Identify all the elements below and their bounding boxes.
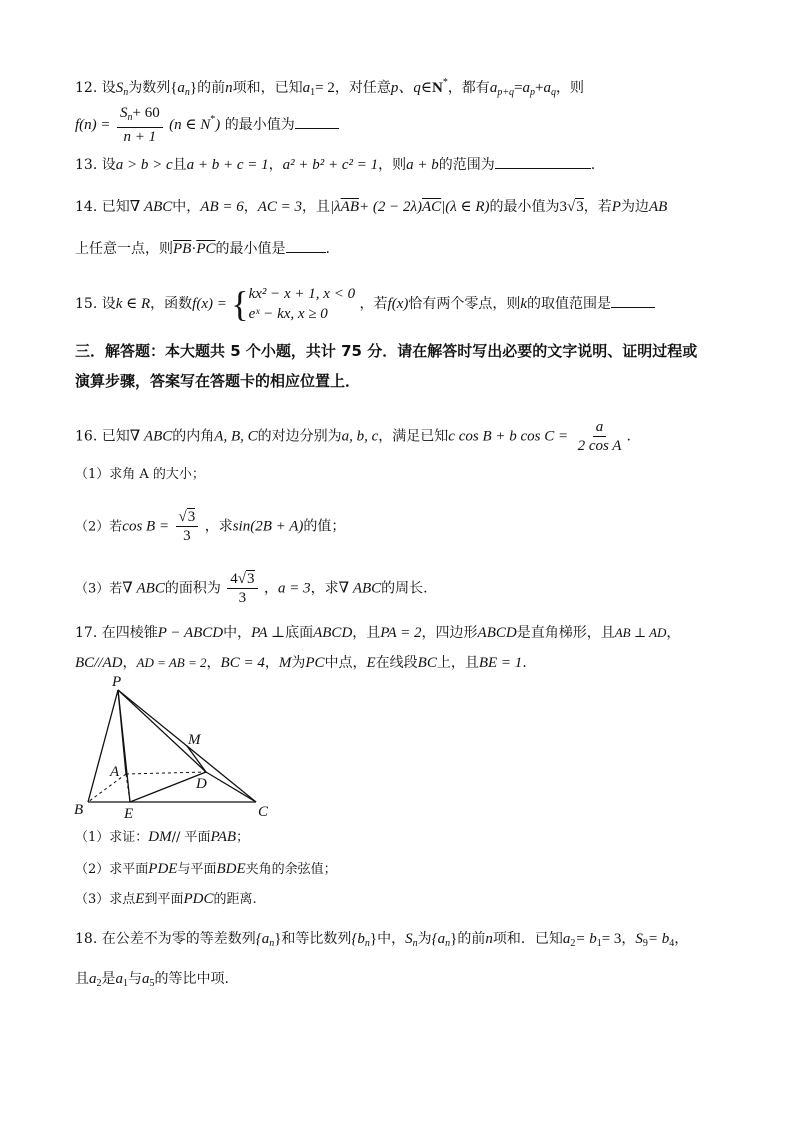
q12-line-1: 12. 设$S_n$为数列$\{a_n\}$的前n项和，已知$a_1= 2$，对任意p、q∈N*，都有$a_{p+q}=a_p+a_q$，则 [75, 77, 584, 98]
q15-piecewise: { kx² − x + 1, x < 0 eˣ − kx, x ≥ 0 [231, 284, 356, 324]
q16-stem: 16. 已知∇ ABC的内角A, B, C的对边分别为a, b, c，满足已知c cos B + b cos C = $\frac{a}{\text{2 cos A}}$ . [75, 419, 631, 454]
q12-fraction: $\frac{S_n+ 60}{n + 1}$ [117, 104, 163, 146]
edge-AB [88, 774, 126, 802]
q14-line-1: 14. 已知∇ ABC中，AB = 6，AC = 3，且$|\lambda\overline{AB}+ (2 - 2\lambda)\overline{AC}|(\lambda$ ∈ R)的最小值为3√3，若P为边AB [75, 199, 668, 215]
q17-stem-1: 17. 在四棱锥P − ABCD中，PA ⊥底面ABCD，且PA = 2，四边形ABCD是直角梯形，且AB ⊥ AD， [75, 625, 681, 641]
edge-ED [130, 772, 206, 802]
q18-line-1: 18. 在公差不为零的等差数列$\{a_n\}$和等比数列$\{b_n\}$中，$S_n$为$\{a_n\}$的前n项和．已知$a_2= b_1= 3$，$S_9= b_4$， [75, 931, 689, 949]
q16-part-2: （2）若cos B = $\frac{√3}{3}$ ，求sin(2B + A)的值； [75, 509, 346, 544]
answer-blank [611, 293, 655, 308]
label-A: A [110, 764, 120, 780]
edge-PA [118, 690, 126, 774]
q16-part-1: （1）求角 A 的大小； [75, 467, 205, 482]
q17-stem-2: BC//AD，AD = AB = 2，BC = 4，M为PC中点，E在线段BC上，且BE = 1. [75, 655, 527, 671]
q16-part-3: （3）若∇ ABC的面积为 $\frac{4√3}{3}$ ，a = 3，求∇ ABC的周长. [75, 571, 428, 606]
edge-DC [206, 772, 256, 802]
label-P: P [112, 674, 122, 690]
q15-line: 15. 设k ∈ R，函数f(x) = { kx² − x + 1, x < 0 eˣ − kx, x ≥ 0 ，若f(x)恰有两个零点，则k的取值范围是 [75, 284, 734, 324]
q14-line-2: 上任意一点，则$\overline{PB}\cdot\overline{PC}$的最小值是 . [75, 238, 734, 260]
section-3-heading: 三．解答题：本大题共 5 个小题，共计 75 分．请在解答时写出必要的文字说明、证明过程或 [75, 342, 698, 360]
q16-fraction: $\frac{a}{\text{2 cos A}}$ [577, 419, 622, 454]
label-D: D [196, 776, 207, 792]
edge-PB [88, 690, 118, 802]
q17-part-2: （2）求平面PDE与平面BDE夹角的余弦值； [75, 861, 337, 877]
label-B: B [74, 802, 84, 818]
section-3-heading-cont: 演算步骤，答案写在答题卡的相应位置上． [75, 372, 361, 390]
label-C: C [258, 804, 269, 820]
label-M: M [188, 732, 201, 748]
q13-line: 13. 设a > b > c且a + b + c = 1，a² + b² + c² = 1，则a + b的范围为 . [75, 154, 734, 176]
q12-line-2: f(n) = $\frac{S_n+ 60}{n + 1}$ (n ∈ N*) 的最小值为 [75, 104, 734, 146]
q18-line-2: 且$a_2$是$a_1$与$a_5$的等比中项. [75, 971, 229, 989]
label-E: E [124, 806, 134, 822]
edge-PD [118, 690, 206, 772]
q17-part-1: （1）求证：DM// 平面PAB； [75, 829, 250, 845]
answer-blank [495, 154, 591, 169]
edge-AD [126, 772, 206, 774]
answer-blank [295, 114, 339, 129]
pyramid-figure [70, 672, 280, 822]
answer-blank [286, 238, 326, 253]
q17-part-3: （3）求点E到平面PDC的距离. [75, 891, 257, 907]
